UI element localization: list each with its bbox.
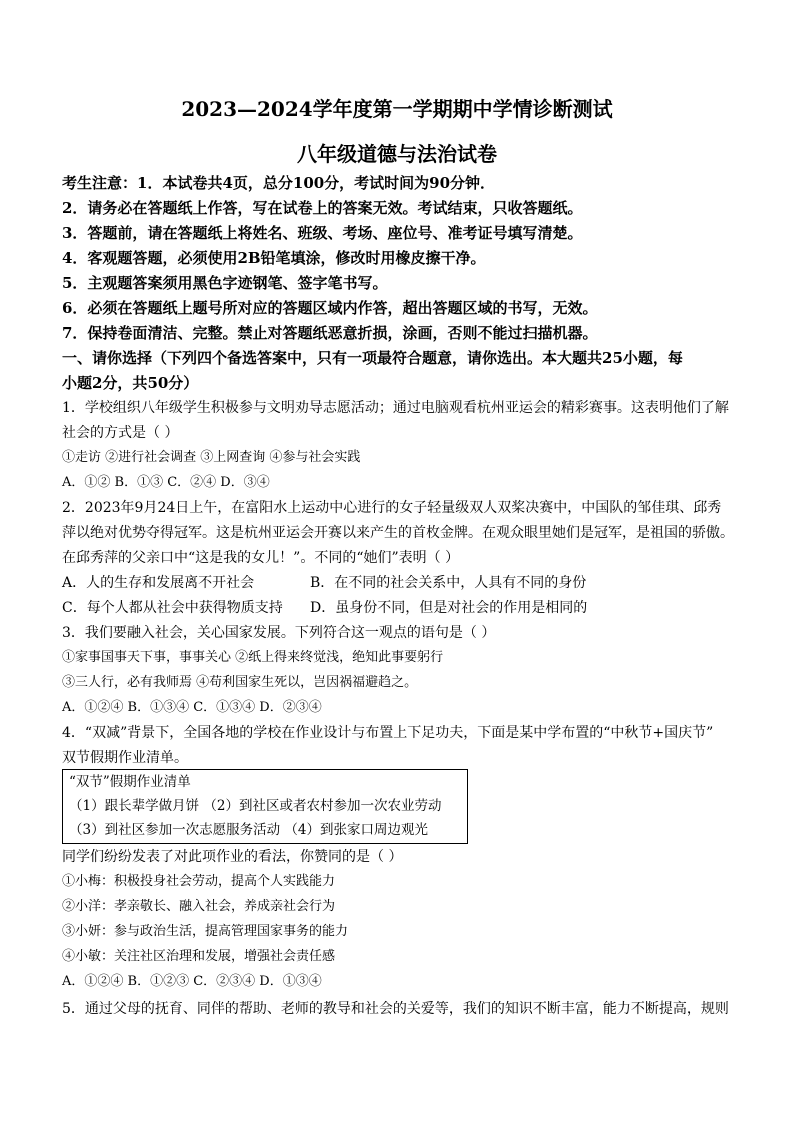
exam-title: 2023—2024学年度第一学期期中学情诊断测试 — [181, 97, 613, 121]
q3-stem: 3．我们要融入社会，关心国家发展。下列符合这一观点的语句是（ ） — [62, 625, 496, 641]
q2-option-a: A．人的生存和发展离不开社会 — [62, 575, 255, 591]
q4-stem-line-1: 4．“双减”背景下，全国各地的学校在作业设计与布置上下足功夫，下面是某中学布置的“中秋节+国庆节” — [62, 725, 714, 741]
section-heading-line-1: 一、请你选择（下列四个备选答案中，只有一项最符合题意，请你选出。本大题共25小题，每 — [62, 349, 683, 367]
q4-view-1: ①小梅：积极投身社会劳动，提高个人实践能力 — [62, 874, 336, 889]
q4-stem-line-2: 双节假期作业清单。 — [62, 750, 188, 766]
q2-option-d: D．虽身份不同，但是对社会的作用是相同的 — [310, 600, 588, 616]
notice-line-6: 6．必须在答题纸上题号所对应的答题区域内作答，超出答题区域的书写，无效。 — [62, 299, 598, 317]
q2-option-b: B．在不同的社会关系中，人具有不同的身份 — [310, 575, 587, 591]
q4-options: A．①②④ B．①②③ C．②③④ D．①③④ — [62, 974, 322, 989]
q3-options: A．①②④ B．①③④ C．①③④ D．②③④ — [62, 700, 322, 715]
notice-line-3: 3．答题前，请在答题纸上将姓名、班级、考场、座位号、准考证号填写清楚。 — [62, 224, 583, 242]
q3-items-line-2: ③三人行，必有我师焉 ④苟利国家生死以，岂因祸福避趋之。 — [62, 675, 418, 690]
section-heading-line-2: 小题2分，共50分） — [62, 374, 199, 392]
q3-items-line-1: ①家事国事天下事，事事关心 ②纸上得来终觉浅，绝知此事要躬行 — [62, 650, 444, 665]
q4-view-4: ④小敏：关注社区治理和发展，增强社会责任感 — [62, 949, 336, 964]
homework-list-box — [62, 769, 468, 844]
q2-stem-line-3: 在邱秀萍的父亲口中“这是我的女儿！”。不同的“她们”表明（ ） — [62, 550, 460, 566]
notice-line-1: 考生注意：1．本试卷共4页，总分100分，考试时间为90分钟． — [62, 174, 496, 192]
q1-stem-line-2: 社会的方式是（ ） — [62, 425, 179, 441]
q4-view-2: ②小洋：孝亲敬长、融入社会，养成亲社会行为 — [62, 899, 336, 914]
q4-view-3: ③小妍：参与政治生活，提高管理国家事务的能力 — [62, 924, 349, 939]
homework-list-line-1: （1）跟长辈学做月饼 （2）到社区或者农村参加一次农业劳动 — [69, 798, 442, 814]
notice-line-7: 7．保持卷面清洁、完整。禁止对答题纸恶意折损，涂画，否则不能过扫描机器。 — [62, 324, 598, 342]
q1-options: A．①② B．①③ C．②④ D．③④ — [62, 475, 270, 490]
notice-line-2: 2．请务必在答题纸上作答，写在试卷上的答案无效。考试结束，只收答题纸。 — [62, 199, 583, 217]
homework-list-line-2: （3）到社区参加一次志愿服务活动 （4）到张家口周边观光 — [69, 822, 428, 838]
exam-subtitle: 八年级道德与法治试卷 — [297, 142, 497, 166]
homework-list-title: “双节”假期作业清单 — [69, 774, 191, 790]
q5-stem-line-1: 5．通过父母的抚育、同伴的帮助、老师的教导和社会的关爱等，我们的知识不断丰富，能力不断提高，规则 — [62, 1001, 729, 1017]
q4-after-text: 同学们纷纷发表了对此项作业的看法，你赞同的是（ ） — [62, 849, 403, 865]
q1-items: ①走访 ②进行社会调查 ③上网查询 ④参与社会实践 — [62, 450, 361, 465]
q2-stem-line-2: 萍以绝对优势夺得冠军。这是杭州亚运会开赛以来产生的首枚金牌。在观众眼里她们是冠军，是祖国的骄傲。 — [62, 525, 734, 541]
q1-stem-line-1: 1．学校组织八年级学生积极参与文明劝导志愿活动；通过电脑观看杭州亚运会的精彩赛事。这表明他们了解 — [62, 400, 729, 416]
notice-line-5: 5．主观题答案须用黑色字迹钢笔、签字笔书写。 — [62, 274, 388, 292]
q2-stem-line-1: 2．2023年9月24日上午，在富阳水上运动中心进行的女子轻量级双人双桨决赛中，中国队的邹佳琪、邱秀 — [62, 500, 722, 516]
notice-line-4: 4．客观题答题，必须使用2B铅笔填涂，修改时用橡皮擦干净。 — [62, 249, 486, 267]
q2-option-c: C．每个人都从社会中获得物质支持 — [62, 600, 283, 616]
